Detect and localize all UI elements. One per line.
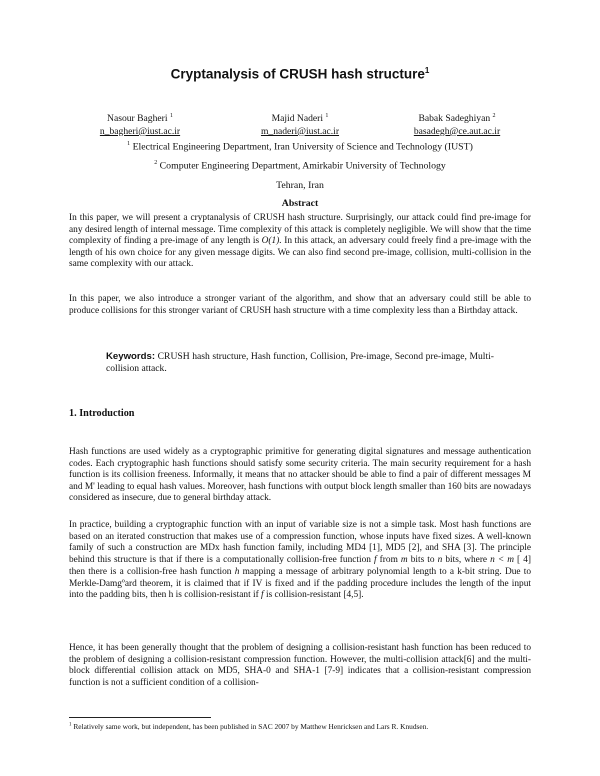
section-heading-introduction: 1. Introduction xyxy=(69,408,135,419)
keywords-text: CRUSH hash structure, Hash function, Collision, Pre-image, Second pre-image, Multi-collision attack. xyxy=(106,351,494,374)
keywords xyxy=(106,351,494,375)
author-email[interactable]: m_naderi@iust.ac.ir xyxy=(260,125,340,137)
abstract-heading: Abstract xyxy=(281,198,319,209)
paper-title: Cryptanalysis of CRUSH hash structure$^1$ xyxy=(170,66,430,82)
footnote-divider xyxy=(69,717,211,718)
author-name: Nasour Bagheri xyxy=(107,113,168,125)
abstract-paragraph-1: In this paper, we will present a cryptanalysis of CRUSH hash structure. Surprisingly, our attack could find pre-image for any desired length of internal message. Time complexity of this attack is completely negligible. We will show that the time complexity of finding a pre-image of any length is O(1). In this attack, an adversary could freely find a pre-image with the length of his own choice for any given message digits. We can also find second pre-image, collision, multi-collision in the same complexity with our attack. xyxy=(69,213,531,270)
location: Tehran, Iran xyxy=(276,180,324,191)
intro-paragraph-2: In practice, building a cryptographic function with an input of variable size is not a simple task. Most hash functions are based on an iterated construction that makes use of a compression function, whose inputs have fixed sizes. A well-known family of such a construction are MDx hash function family, including MD4 [1], MD5 [2], and SHA [3]. The principle behind this structure is that if there is a computationally collision-free function f from m bits to n bits, where n < m [ 4] then there is a collision-free hash function h mapping a message of arbitrary polynomial length to a k-bit string. Due to Merkle-Damgºard theorem, it is claimed that if IV is fixed and if the padding procedure includes the length of the input into the padding bits, then h is collision-resistant if f is collision-resistant [4,5]. xyxy=(69,520,531,601)
footnote: $^1$ Relatively same work, but independent, has been published in SAC 2007 by Matthew Henricksen and Lars R. Knudsen. xyxy=(69,722,429,731)
intro-paragraph-3: Hence, it has been generally thought that the problem of designing a collision-resistant hash function has been reduced to the problem of designing a collision-resistant compression function. However, the multi-collision attack[6] and the multi-block differential collision attack on MD5, SHA-0 and SHA-1 [7-9] indicates that a collision-resistant compression function is not a sufficient condition of a collision- xyxy=(69,643,531,688)
author-email[interactable]: n_bagheri@iust.ac.ir xyxy=(99,125,181,137)
complexity-notation: O(1). xyxy=(261,236,282,247)
author-1 xyxy=(70,110,210,138)
author-affiliation-marker: 1 xyxy=(169,113,173,119)
affiliation-2: $^2$ Computer Engineering Department, Amirkabir University of Technology xyxy=(154,160,446,172)
author-name: Babak Sadeghiyan xyxy=(418,113,491,125)
author-name: Majid Naderi xyxy=(271,113,323,125)
author-3 xyxy=(382,110,532,138)
intro-paragraph-1: Hash functions are used widely as a cryptographic primitive for generating digital signatures and message authentication codes. Each cryptographic hash functions should satisfy some security criteria. The main security requirement for a hash function is its collision freeness. Informally, it means that no attacker should be able to find a pair of different messages M and M' leading to equal hash values. Moreover, hash functions with output block length smaller than 160 bits are nowadays considered as insecure, due to general birthday attack. xyxy=(69,447,531,504)
affiliation-1: $^1$ Electrical Engineering Department, Iran University of Science and Technology (IUST) xyxy=(127,141,473,153)
author-affiliation-marker: 2 xyxy=(492,113,496,119)
author-affiliation-marker: 1 xyxy=(325,113,329,119)
author-email[interactable]: basadegh@ce.aut.ac.ir xyxy=(413,125,501,137)
abstract-paragraph-2: In this paper, we also introduce a stronger variant of the algorithm, and show that an adversary could still be able to produce collisions for this stronger variant of CRUSH hash structure with a time complexity less than a Birthday attack. xyxy=(69,294,531,316)
title-footnote-marker: 1 xyxy=(424,66,430,75)
keywords-label: Keywords: xyxy=(106,351,156,362)
author-2 xyxy=(230,110,370,138)
